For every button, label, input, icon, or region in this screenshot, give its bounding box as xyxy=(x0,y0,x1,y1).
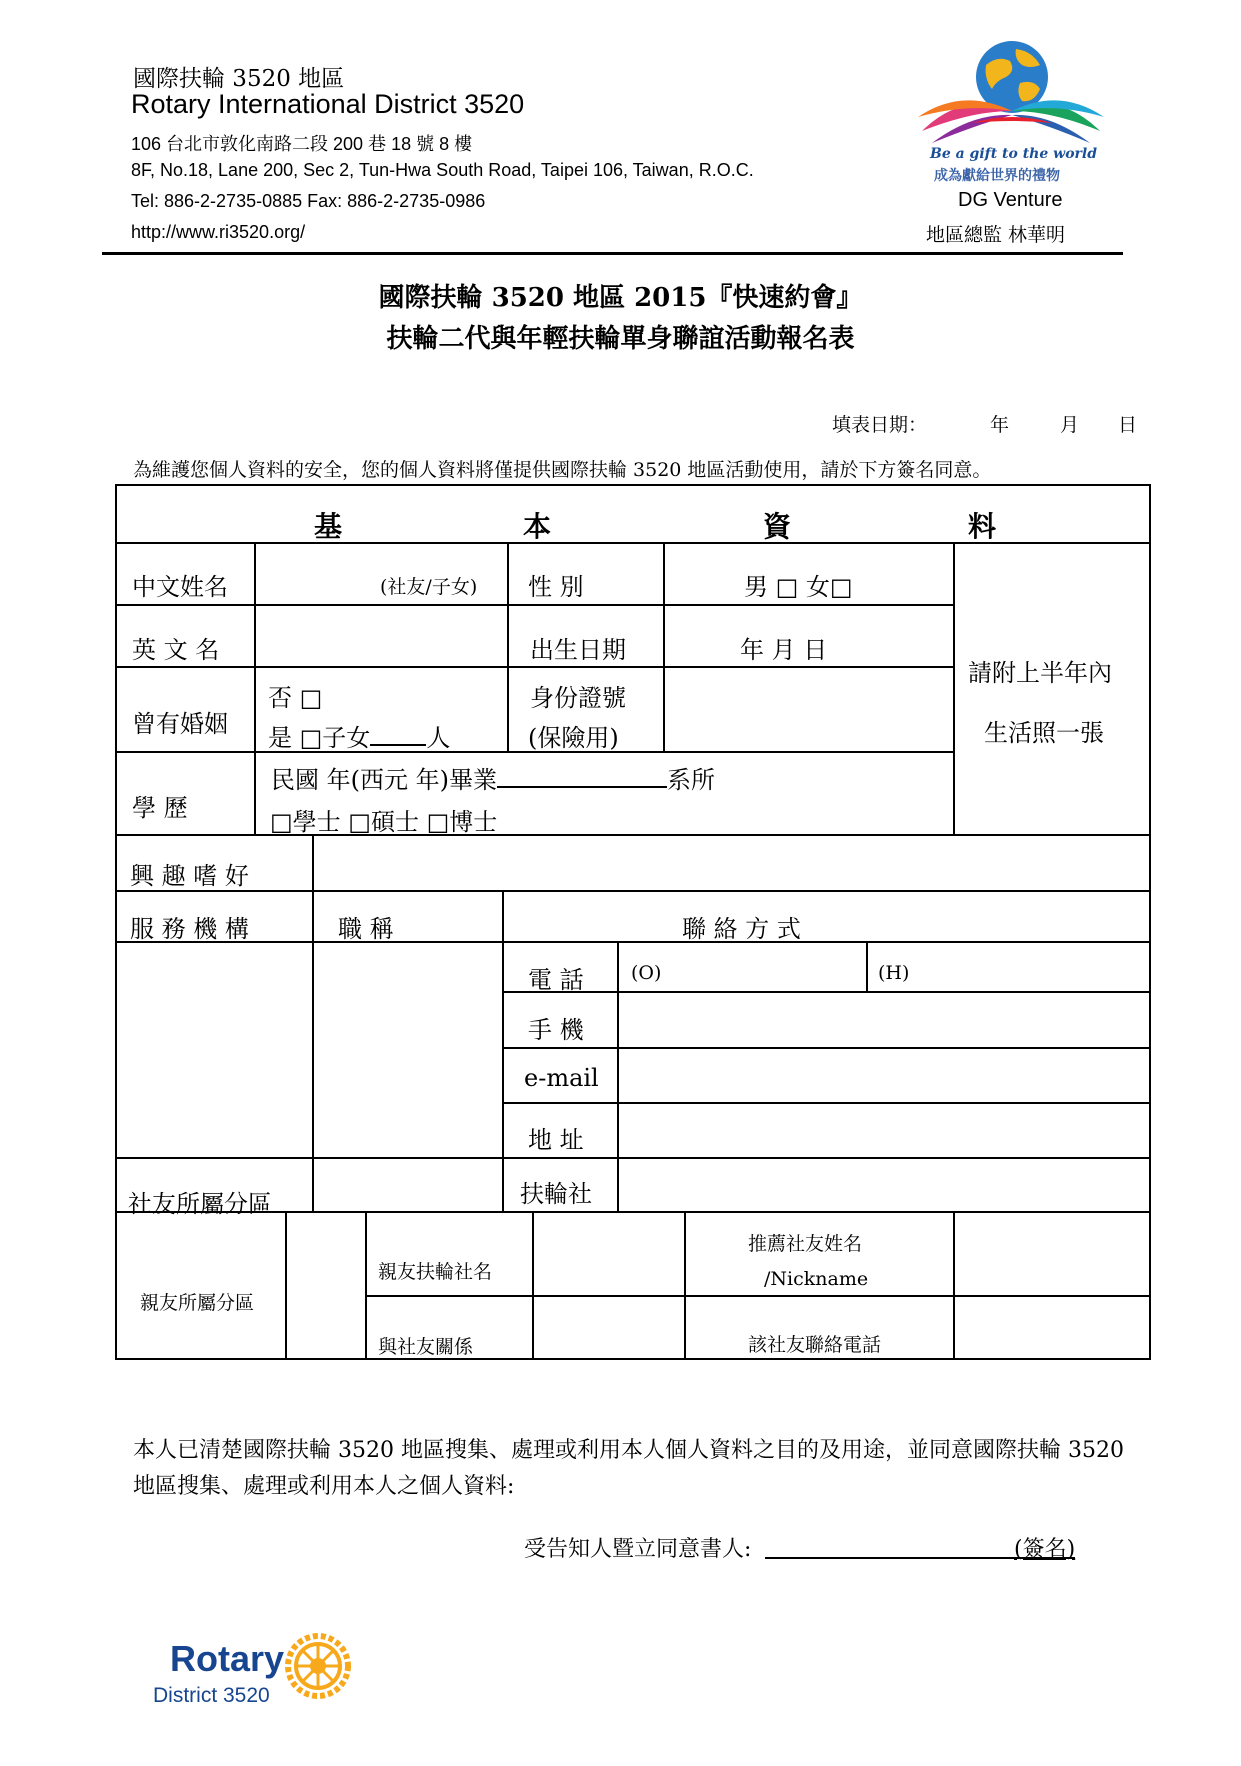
fill-date-year[interactable]: 年 xyxy=(990,414,1010,436)
married-yes-label: 是 □子女 xyxy=(268,724,371,752)
chinese-name-hint: (社友/子女) xyxy=(380,576,478,598)
hobbies-label: 興 趣 嗜 好 xyxy=(130,862,249,890)
row-line xyxy=(504,991,1151,993)
rotary-district-text: District 3520 xyxy=(153,1684,270,1707)
form-title-line1: 國際扶輪 3520 地區 2015『快速約會』 xyxy=(378,283,863,313)
job-title-label: 職 稱 xyxy=(338,915,394,943)
col-line xyxy=(254,542,256,834)
education-label: 學 歷 xyxy=(132,794,188,822)
col-line xyxy=(285,1211,287,1360)
dg-venture: DG Venture xyxy=(958,189,1063,211)
slogan-zh: 成為獻給世界的禮物 xyxy=(934,168,1060,184)
recommender-label-line2: /Nickname xyxy=(764,1268,869,1290)
department-blank[interactable] xyxy=(497,786,667,788)
education-line-a: 民國 年(西元 年)畢業 xyxy=(271,766,497,794)
col-line xyxy=(684,1211,686,1360)
relationship-label: 與社友關係 xyxy=(378,1336,474,1358)
col-line xyxy=(663,542,665,751)
website-link[interactable]: http://www.ri3520.org/ xyxy=(131,222,306,242)
section-title-char: 資 xyxy=(763,510,792,543)
col-line xyxy=(953,1211,955,1360)
phone-office-label[interactable]: (O) xyxy=(631,962,662,984)
email-label: e-mail xyxy=(524,1064,599,1092)
row-line xyxy=(504,1047,1151,1049)
col-line xyxy=(365,1211,367,1360)
district-governor: 地區總監 林華明 xyxy=(926,224,1066,246)
member-area-label: 社友所屬分區 xyxy=(128,1190,272,1218)
fill-date-label: 填表日期： xyxy=(832,414,928,436)
header-divider xyxy=(102,252,1123,255)
married-yes-option[interactable] xyxy=(268,718,450,753)
phone-home-label[interactable]: (H) xyxy=(878,962,910,984)
col-line xyxy=(617,941,619,1211)
fill-date-day[interactable]: 日 xyxy=(1118,414,1138,436)
children-count-blank[interactable] xyxy=(370,744,426,746)
section-title-char: 料 xyxy=(968,510,997,543)
col-line xyxy=(532,1211,534,1360)
gender-options[interactable]: 男 □ 女□ xyxy=(744,573,853,601)
section-title-char: 基 xyxy=(314,510,343,543)
member-phone-label: 該社友聯絡電話 xyxy=(748,1334,882,1356)
chinese-name-label: 中文姓名 xyxy=(132,573,228,601)
id-number-label: 身份證號 xyxy=(530,684,626,712)
consent-text-line1: 本人已清楚國際扶輪 3520 地區搜集、處理或利用本人個人資料之目的及用途，並同意國際扶輪 3520 xyxy=(133,1438,1124,1463)
col-line xyxy=(312,834,314,1211)
gender-label: 性 別 xyxy=(528,573,584,601)
english-name-label: 英 文 名 xyxy=(132,636,220,664)
col-line xyxy=(953,542,955,834)
consent-text-line2: 地區搜集、處理或利用本人之個人資料: xyxy=(133,1474,515,1499)
rotary-wheel-icon xyxy=(284,1632,352,1700)
section-title-char: 本 xyxy=(523,510,552,543)
education-graduation[interactable] xyxy=(271,760,715,795)
recommender-label-line1: 推薦社友姓名 xyxy=(748,1233,863,1255)
form-title-line2: 扶輪二代與年輕扶輪單身聯誼活動報名表 xyxy=(386,324,855,354)
col-line xyxy=(866,941,868,991)
address-en: 8F, No.18, Lane 200, Sec 2, Tun-Hwa South Road, Taipei 106, Taiwan, R.O.C. xyxy=(131,160,754,180)
row-line xyxy=(115,666,955,668)
id-number-note: (保險用) xyxy=(528,724,619,752)
children-unit: 人 xyxy=(426,724,451,752)
row-line xyxy=(365,1295,1151,1297)
registration-form xyxy=(115,484,1151,1360)
married-label: 曾有婚姻 xyxy=(132,710,228,738)
contact-label: 聯 絡 方 式 xyxy=(682,915,801,943)
row-line xyxy=(115,890,1151,892)
fill-date-month[interactable]: 月 xyxy=(1060,414,1080,436)
address-label: 地 址 xyxy=(528,1126,584,1154)
married-no-option[interactable]: 否 □ xyxy=(268,684,323,712)
address-zh: 106 台北市敦化南路二段 200 巷 18 號 8 樓 xyxy=(131,134,473,154)
rotary-logo-text: Rotary xyxy=(170,1638,285,1679)
birthday-fields[interactable]: 年 月 日 xyxy=(740,636,828,664)
phone-label: 電 話 xyxy=(528,966,584,994)
col-line xyxy=(502,890,504,1211)
relative-area-label: 親友所屬分區 xyxy=(140,1292,255,1314)
row-line xyxy=(115,1157,1151,1159)
row-line xyxy=(115,604,955,606)
org-name-en: Rotary International District 3520 xyxy=(131,89,525,119)
slogan-en: Be a gift to the world xyxy=(930,146,1098,162)
signature-label: 受告知人暨立同意書人: xyxy=(524,1537,752,1562)
education-line-b: 系所 xyxy=(666,766,715,794)
tel-fax: Tel: 886-2-2735-0885 Fax: 886-2-2735-0986 xyxy=(131,191,486,211)
rotary-club-label: 扶輪社 xyxy=(520,1180,592,1208)
org-name-zh: 國際扶輪 3520 地區 xyxy=(133,66,345,92)
row-line xyxy=(504,1102,1151,1104)
mobile-label: 手 機 xyxy=(528,1016,584,1044)
privacy-note: 為維護您個人資料的安全，您的個人資料將僅提供國際扶輪 3520 地區活動使用，請於下方簽名同意。 xyxy=(133,459,992,481)
birthday-label: 出生日期 xyxy=(530,636,626,664)
relative-club-label: 親友扶輪社名 xyxy=(378,1261,493,1283)
education-degrees[interactable]: □學士 □碩士 □博士 xyxy=(270,808,498,836)
employer-label: 服 務 機 構 xyxy=(130,915,249,943)
col-line xyxy=(507,542,509,751)
signature-suffix: (簽名) xyxy=(1014,1537,1076,1562)
row-line xyxy=(115,941,1151,943)
photo-note-line2: 生活照一張 xyxy=(984,719,1104,747)
district-theme-logo xyxy=(912,35,1110,155)
photo-note-line1: 請附上半年內 xyxy=(968,659,1112,687)
